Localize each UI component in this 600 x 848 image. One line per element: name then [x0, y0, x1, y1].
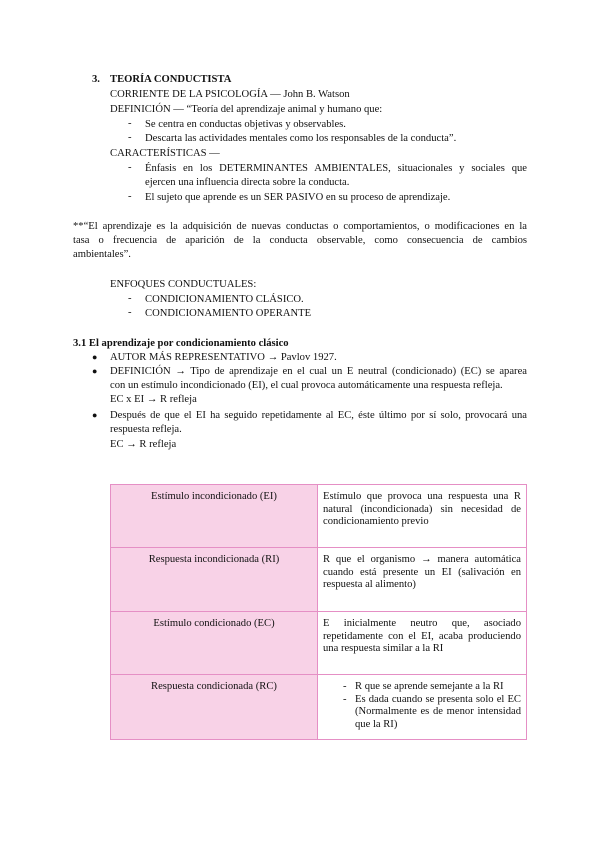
section-title: TEORÍA CONDUCTISTA — [110, 74, 232, 85]
description-cell: R que el organismo → manera automática cuando está presente un EI (salivación en respuesta al alimento) — [318, 548, 527, 612]
dash-marker: - — [128, 307, 132, 318]
bullet-text-cont: con un estímulo incondicionado (EI), el cual provoca automáticamente una respuesta refleja. — [110, 380, 503, 391]
quote-line: **“El aprendizaje es la adquisición de nuevas conductas o comportamientos, o modificaciones en la — [73, 221, 527, 232]
definicion-line: DEFINICIÓN — “Teoría del aprendizaje animal y humano que: — [110, 104, 383, 115]
enfoque-item: CONDICIONAMIENTO CLÁSICO. — [145, 294, 304, 305]
description-cell: Estímulo que provoca una respuesta una R natural (incondicionada) sin necesidad de condicionamiento previo — [318, 485, 527, 548]
enfoques-title: ENFOQUES CONDUCTUALES: — [110, 279, 257, 290]
bullet-text-cont: respuesta refleja. — [110, 424, 182, 435]
definicion-item: Descarta las actividades mentales como los responsables de la conducta”. — [145, 133, 457, 144]
table-row — [111, 548, 527, 612]
quote-line: tasa o frecuencia de aparición de la conducta observable, como consecuencia de cambios — [73, 235, 527, 246]
table-row — [111, 485, 527, 548]
quote-line: ambientales”. — [73, 249, 131, 260]
subsection-title: 3.1 El aprendizaje por condicionamiento clásico — [73, 338, 289, 349]
bullet-dot: ● — [92, 366, 98, 376]
dash-marker: - — [128, 118, 132, 129]
description-cell: E inicialmente neutro que, asociado repetidamente con el EI, acaba produciendo una respuesta similar a la RI — [318, 612, 527, 675]
definitions-table — [110, 484, 527, 740]
formula: EC x EI → R refleja — [110, 394, 197, 405]
term-cell: Estímulo condicionado (EC) — [111, 612, 318, 675]
description-cell — [318, 675, 527, 740]
caracteristicas-item: Énfasis en los DETERMINANTES AMBIENTALES, situacionales y sociales que — [145, 163, 527, 174]
description-list — [323, 681, 521, 731]
dash-marker: - — [128, 191, 132, 202]
dash-marker: - — [128, 162, 132, 173]
section-number: 3. — [92, 74, 100, 85]
list-item: - Es dada cuando se presenta solo el EC (Normalmente es de menor intensidad que la RI) — [343, 693, 521, 730]
dash-marker: - — [128, 132, 132, 143]
dash-marker: - — [128, 293, 132, 304]
bullet-text: AUTOR MÁS REPRESENTATIVO → Pavlov 1927. — [110, 352, 337, 363]
table-row — [111, 612, 527, 675]
enfoque-item: CONDICIONAMIENTO OPERANTE — [145, 308, 312, 319]
corriente-line: CORRIENTE DE LA PSICOLOGÍA — John B. Watson — [110, 89, 350, 100]
table-row — [111, 675, 527, 740]
bullet-dot: ● — [92, 410, 98, 420]
term-cell: Estímulo incondicionado (EI) — [111, 485, 318, 548]
bullet-text: DEFINICIÓN → Tipo de aprendizaje en el cual un E neutral (condicionado) (EC) se aparea — [110, 366, 527, 377]
bullet-dot: ● — [92, 352, 98, 362]
term-cell: Respuesta condicionada (RC) — [111, 675, 318, 740]
list-item: - R que se aprende semejante a la RI — [343, 681, 504, 692]
caracteristicas-item-cont: ejercen una influencia directa sobre la conducta. — [145, 177, 350, 188]
formula: EC → R refleja — [110, 439, 177, 450]
bullet-text: Después de que el EI ha seguido repetidamente al EC, éste último por sí solo, provocará una — [110, 410, 527, 421]
definicion-item: Se centra en conductas objetivas y observables. — [145, 119, 346, 130]
caracteristicas-line: CARACTERÍSTICAS — — [110, 148, 220, 159]
caracteristicas-item: El sujeto que aprende es un SER PASIVO en su proceso de aprendizaje. — [145, 192, 451, 203]
term-cell: Respuesta incondicionada (RI) — [111, 548, 318, 612]
